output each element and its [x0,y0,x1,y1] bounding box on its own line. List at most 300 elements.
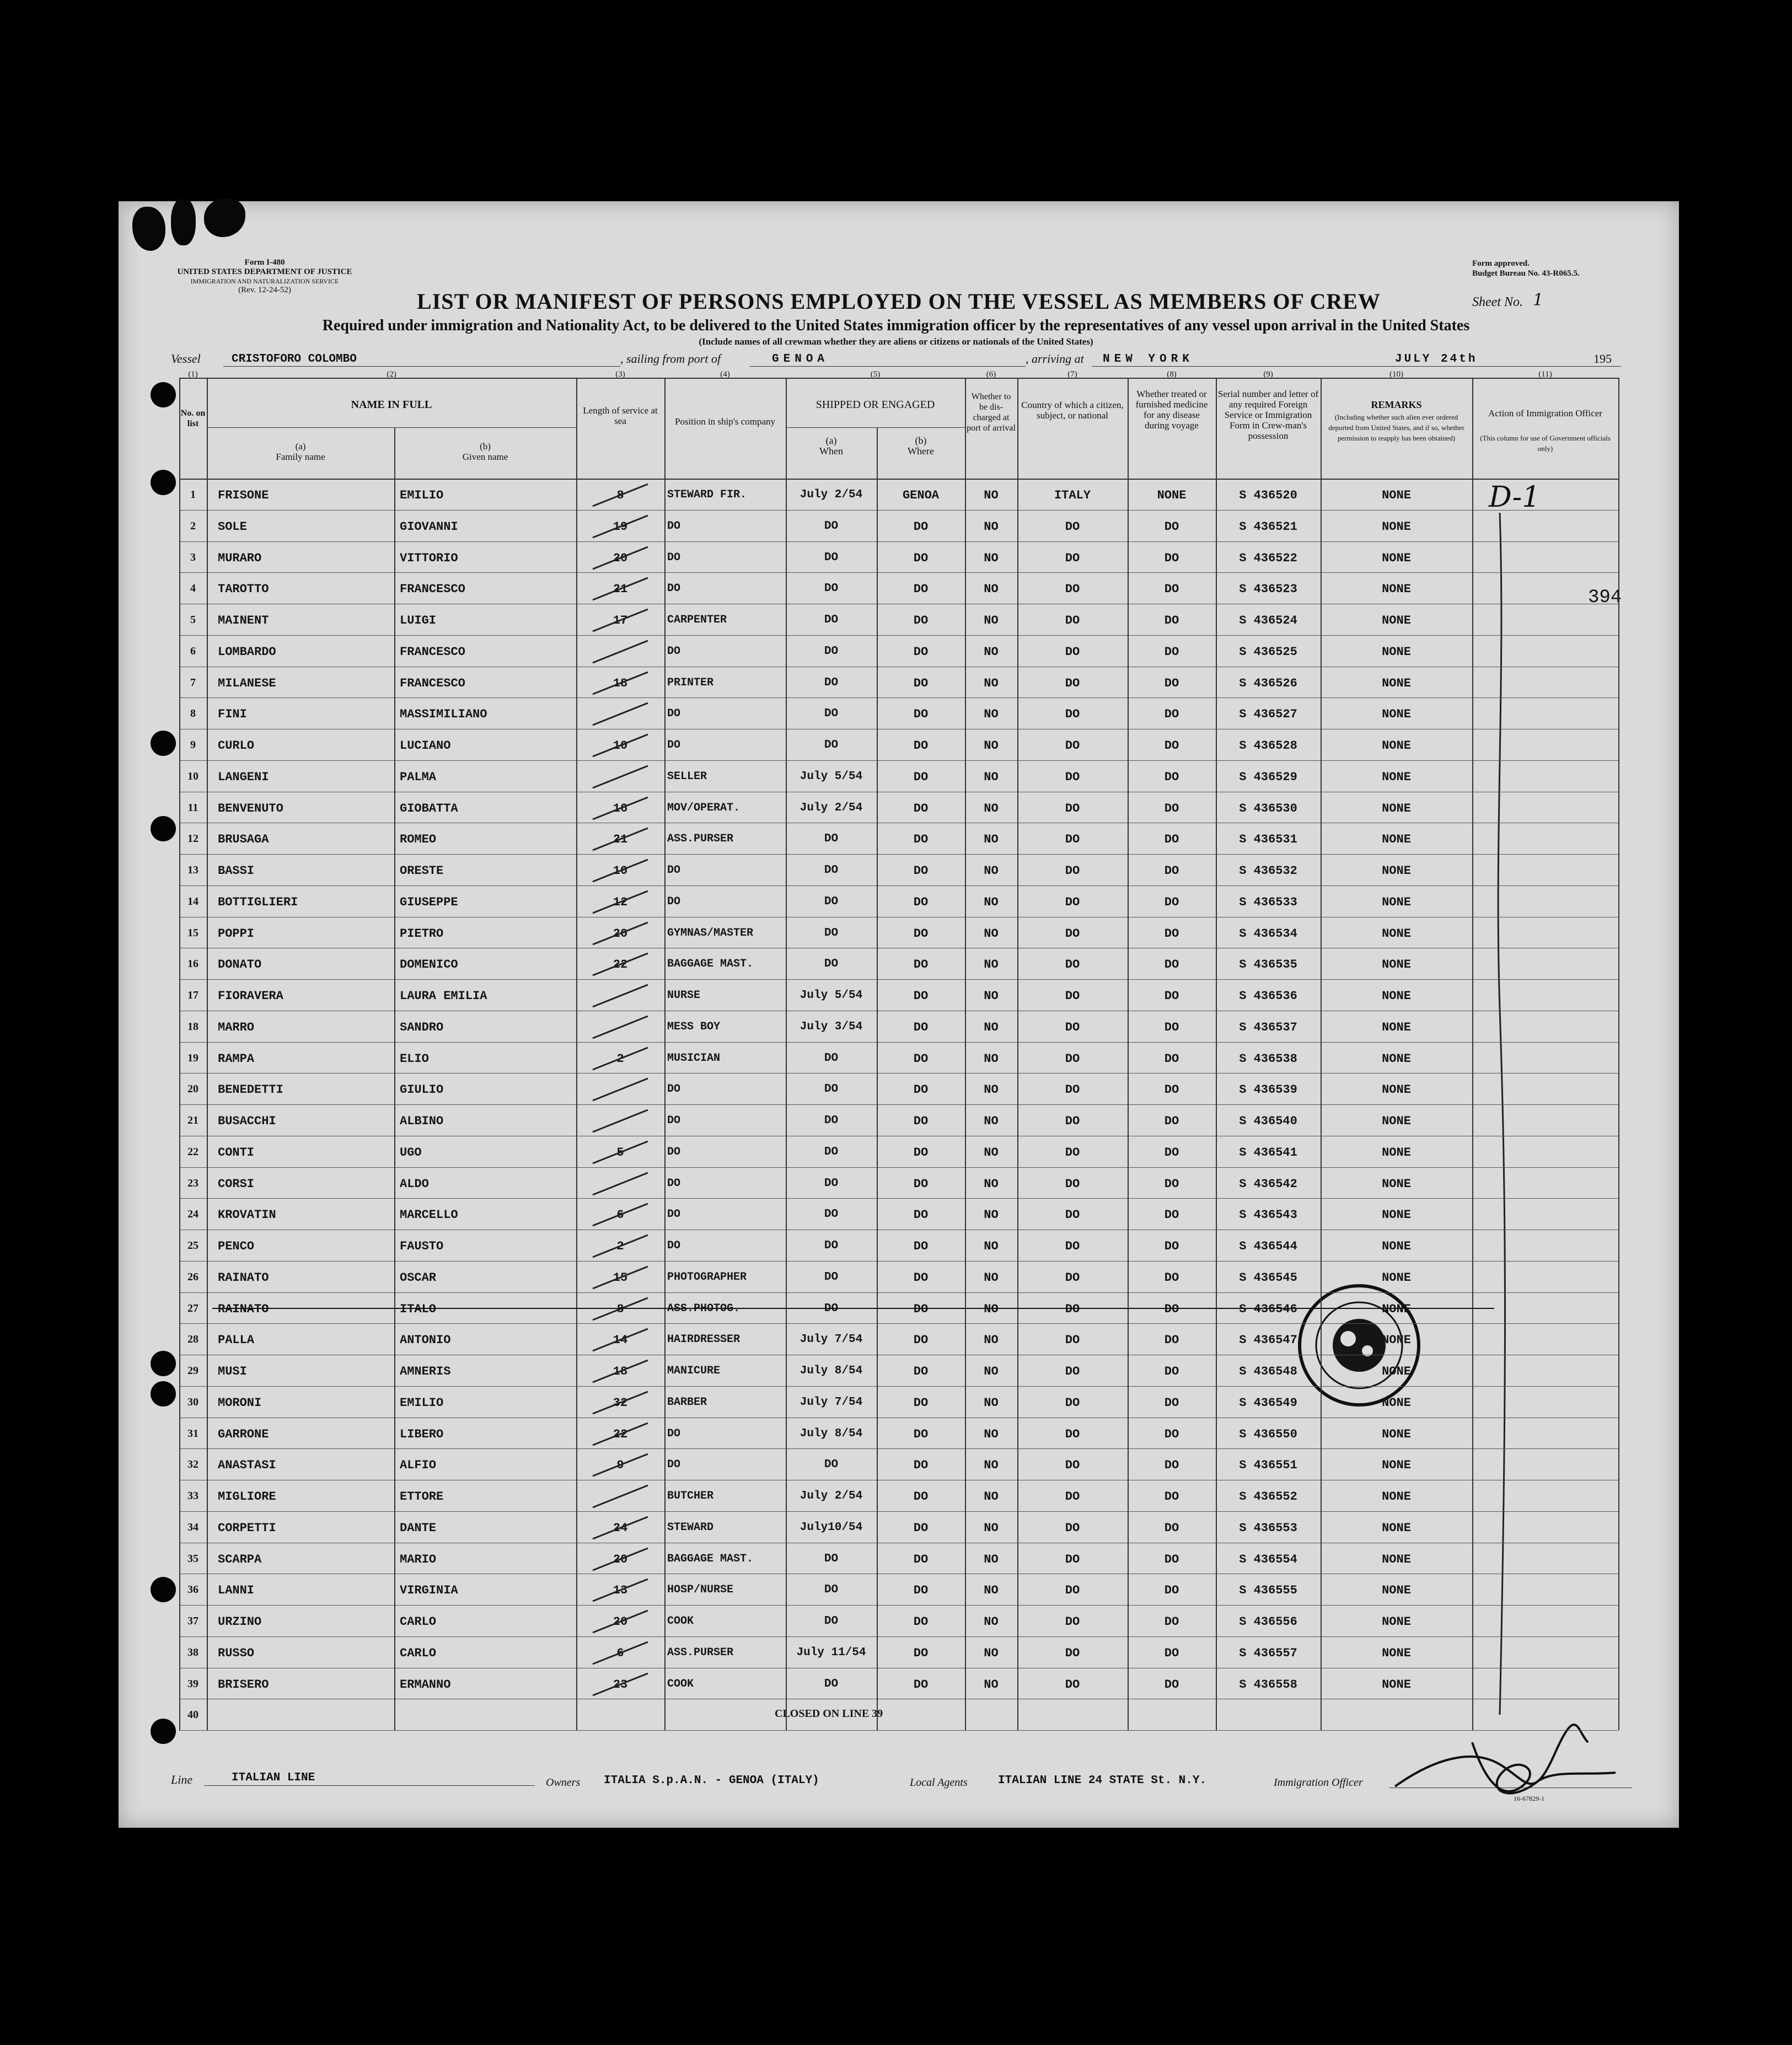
shipped-where: DO [913,864,929,878]
shipped-when: DO [824,1584,839,1597]
family-name: FRISONE [218,489,269,502]
row-number: 26 [187,1270,198,1283]
discharged: NO [984,645,999,659]
serial-number: S 436548 [1239,1365,1297,1378]
position: PHOTOGRAPHER [667,1270,747,1284]
shipped-where: DO [913,1677,929,1692]
length-strike-mark [590,605,651,636]
shipped-where: DO [913,1145,929,1160]
length-strike-mark [590,1199,651,1230]
col2-header: NAME IN FULL [351,399,432,411]
row-number: 25 [187,1239,198,1252]
service-length: 6 [616,1646,624,1660]
row-number: 18 [187,1020,198,1033]
treated: DO [1164,1615,1179,1629]
shipped-where: DO [913,1521,929,1535]
treated: DO [1164,1083,1179,1097]
shipped-when: DO [824,1083,839,1096]
treated: DO [1164,1552,1179,1566]
sailing-label: , sailing from port of [620,352,721,366]
shipped-when: DO [824,1114,839,1127]
shipped-where: DO [913,833,929,847]
length-strike-mark [590,1575,651,1606]
serial-number: S 436541 [1239,1145,1297,1160]
shipped-when: DO [824,676,839,689]
service-length: 18 [613,1365,628,1378]
shipped-when: July 3/54 [800,1020,863,1033]
row-number: 36 [187,1584,198,1596]
given-name: ITALO [400,1302,437,1316]
vessel-label: Vessel [171,352,201,366]
country: DO [1065,1677,1080,1692]
position: MANICURE [667,1365,721,1377]
treated: DO [1164,1584,1179,1598]
remarks: NONE [1382,1646,1411,1660]
country: DO [1065,1458,1080,1473]
punch-hole [151,1351,176,1376]
discharged: NO [984,1490,999,1504]
remarks: NONE [1382,1302,1411,1316]
family-name: ANASTASI [218,1458,276,1473]
position: DO [667,1145,681,1158]
row-number: 19 [187,1051,198,1064]
country: DO [1065,1552,1080,1566]
service-length: 32 [613,1395,628,1410]
length-strike-mark [590,480,651,511]
punch-hole [151,1719,176,1744]
length-strike-mark [590,824,651,855]
family-name: DONATO [218,958,262,972]
country: DO [1065,864,1080,878]
col6-number: (6) [986,370,996,379]
remarks: NONE [1382,989,1411,1003]
remarks: NONE [1382,1365,1411,1378]
length-strike-mark [590,668,651,699]
service-length: 20 [613,926,628,941]
treated: DO [1164,1395,1179,1410]
form-rev: (Rev. 12-24-52) [238,286,291,294]
discharged: NO [984,1427,999,1441]
shipped-where: DO [913,770,929,784]
col11-note: (This column for use of Government officials only) [1480,434,1611,453]
shipped-when: July 2/54 [800,801,863,814]
remarks: NONE [1382,1427,1411,1441]
given-name: DOMENICO [400,958,458,972]
length-strike-mark [590,1293,651,1324]
family-name: RUSSO [218,1646,255,1660]
shipped-where: DO [913,519,929,534]
include-note: (Include names of all crewman whether they are aliens or citizens or nationals of the United States) [699,336,1093,347]
length-strike-mark [590,699,651,729]
remarks: NONE [1382,1333,1411,1348]
col4-number: (4) [720,370,730,379]
treated: DO [1164,645,1179,659]
position: DO [667,1239,681,1252]
position: ASS.PURSER [667,1646,734,1659]
shipped-where: DO [913,1020,929,1034]
service-length: 18 [613,676,628,690]
country: DO [1065,645,1080,659]
family-name: BRISERO [218,1677,269,1692]
position: DO [667,519,681,533]
discharged: NO [984,1208,999,1222]
serial-number: S 436525 [1239,645,1297,659]
column-divider [1618,378,1619,1730]
position: DO [667,645,681,658]
country: DO [1065,1427,1080,1441]
discharged: NO [984,1365,999,1378]
punch-hole [151,1381,176,1407]
serial-number: S 436530 [1239,801,1297,815]
position: NURSE [667,989,701,1002]
service-length: 6 [616,1208,624,1222]
treated: DO [1164,958,1179,972]
row-number: 10 [187,770,198,782]
arriving-label: , arriving at [1026,352,1084,366]
given-name: GIULIO [400,1083,444,1097]
country: DO [1065,1145,1080,1160]
country: DO [1065,1584,1080,1598]
length-strike-mark [590,543,651,573]
treated: DO [1164,1458,1179,1473]
remarks: NONE [1382,1270,1411,1285]
family-name: URZINO [218,1615,262,1629]
treated: DO [1164,551,1179,565]
discharged: NO [984,1114,999,1128]
length-strike-mark [590,1512,651,1543]
remarks: NONE [1382,1615,1411,1629]
service-length: 17 [613,614,628,627]
row-divider [179,1730,1618,1731]
remarks: NONE [1382,1458,1411,1473]
position: MESS BOY [667,1020,721,1033]
row-number: 40 [187,1709,198,1721]
col10-header: REMARKS [1371,399,1422,410]
serial-number: S 436534 [1239,926,1297,941]
country: DO [1065,989,1080,1003]
shipped-when: July 2/54 [800,489,863,501]
given-name: ERMANNO [400,1677,451,1692]
family-name: CONTI [218,1145,255,1160]
serial-number: S 436556 [1239,1615,1297,1629]
shipped-where: DO [913,1333,929,1348]
position: MUSICIAN [667,1051,721,1065]
family-name: POPPI [218,926,255,941]
length-strike-mark [590,1324,651,1355]
shipped-where: DO [913,958,929,972]
row-number: 15 [187,926,198,939]
serial-number: S 436538 [1239,1051,1297,1066]
given-name: LUIGI [400,614,437,627]
arrival-date: JULY 24th [1395,353,1478,366]
given-name: MARCELLO [400,1208,458,1222]
given-name: UGO [400,1145,422,1160]
serial-number: S 436526 [1239,676,1297,690]
discharged: NO [984,614,999,627]
treated: DO [1164,582,1179,597]
country: DO [1065,551,1080,565]
col11-header: Action of Immigration Officer [1488,408,1602,418]
discharged: NO [984,864,999,878]
position: DO [667,1114,681,1127]
position: DO [667,739,681,752]
treated: DO [1164,707,1179,722]
row-number: 16 [187,958,198,970]
service-length: 22 [613,1427,628,1441]
shipped-when: DO [824,833,839,846]
remarks: NONE [1382,895,1411,909]
length-strike-mark [590,511,651,542]
shipped-when: DO [824,707,839,721]
treated: DO [1164,676,1179,690]
col5-header: SHIPPED OR ENGAGED [815,399,935,411]
page-annotation: 394 [1588,587,1622,608]
discharged: NO [984,1239,999,1253]
col3-header: Length of service at sea [583,405,658,426]
family-name: MARRO [218,1020,255,1034]
serial-number: S 436552 [1239,1490,1297,1504]
treated: DO [1164,1677,1179,1692]
treated: DO [1164,1521,1179,1535]
shipped-when: July 2/54 [800,1490,863,1502]
family-name: SOLE [218,519,247,534]
agents-label: Local Agents [910,1776,968,1789]
country: DO [1065,676,1080,690]
remarks: NONE [1382,1114,1411,1128]
discharged: NO [984,770,999,784]
row-number: 7 [190,676,196,689]
country: DO [1065,770,1080,784]
shipped-when: July 8/54 [800,1365,863,1377]
country: DO [1065,958,1080,972]
country: DO [1065,1020,1080,1034]
owners-value: ITALIA S.p.A.N. - GENOA (ITALY) [604,1774,819,1787]
shipped-when: July 7/54 [800,1395,863,1409]
shipped-where: DO [913,1302,929,1316]
treated: DO [1164,1490,1179,1504]
shipped-where: DO [913,551,929,565]
row-number: 5 [190,614,196,626]
discharged: NO [984,895,999,909]
service-length: 20 [613,1552,628,1566]
serial-number: S 436540 [1239,1114,1297,1128]
treated: DO [1164,1270,1179,1285]
position: HAIRDRESSER [667,1333,741,1346]
dept-line1: UNITED STATES DEPARTMENT OF JUSTICE [177,267,352,276]
given-name: MARIO [400,1552,437,1566]
punch-hole [151,470,176,495]
treated: DO [1164,801,1179,815]
shipped-when: DO [824,1177,839,1190]
given-name: DANTE [400,1521,437,1535]
family-name: RAMPA [218,1051,255,1066]
column-divider [394,427,395,1730]
shipped-where: DO [913,1458,929,1473]
shipped-where: DO [913,739,929,753]
discharged: NO [984,801,999,815]
port-value: GENOA [772,353,829,366]
given-name: LIBERO [400,1427,444,1441]
col2-number: (2) [387,370,396,379]
service-length: 21 [613,833,628,847]
shipped-where: DO [913,582,929,597]
family-name: CORSI [218,1177,255,1191]
service-length: 2 [616,1051,624,1066]
given-name: VIRGINIA [400,1584,458,1598]
family-name: CURLO [218,739,255,753]
position: DO [667,895,681,908]
given-name: PIETRO [400,926,444,941]
service-length: 24 [613,1521,628,1535]
row-number: 14 [187,895,198,908]
family-name: RAINATO [218,1270,269,1285]
shipped-where: DO [913,926,929,941]
owners-label: Owners [546,1776,581,1789]
serial-number: S 436524 [1239,614,1297,627]
serial-number: S 436553 [1239,1521,1297,1535]
family-name: BASSI [218,864,255,878]
col11-number: (11) [1538,370,1552,379]
discharged: NO [984,1395,999,1410]
length-strike-mark [590,1137,651,1168]
discharged: NO [984,989,999,1003]
row-number: 9 [190,739,196,751]
serial-number: S 436539 [1239,1083,1297,1097]
subheader-divider [786,427,965,428]
remarks: NONE [1382,801,1411,815]
country: DO [1065,833,1080,847]
serial-number: S 436551 [1239,1458,1297,1473]
shipped-when: DO [824,1552,839,1565]
row-number: 21 [187,1114,198,1126]
position: DO [667,1208,681,1221]
position: STEWARD [667,1521,714,1534]
given-name: FAUSTO [400,1239,444,1253]
serial-number: S 436523 [1239,582,1297,597]
shipped-when: DO [824,614,839,626]
service-length: 10 [613,864,628,878]
service-length: 22 [613,958,628,972]
budget-number: Budget Bureau No. 43-R065.5. [1472,269,1580,278]
family-name: TAROTTO [218,582,269,597]
row-number: 33 [187,1490,198,1502]
shipped-where: DO [913,1365,929,1378]
remarks: NONE [1382,1521,1411,1535]
service-length: 21 [613,582,628,597]
service-length: 20 [613,551,628,565]
serial-number: S 436546 [1239,1302,1297,1316]
service-length: 23 [613,1677,628,1692]
treated: DO [1164,1365,1179,1378]
position: DO [667,864,681,877]
form-number: Form I-480 [244,258,285,267]
service-length: 8 [616,489,624,502]
given-name: CARLO [400,1646,437,1660]
row-number: 31 [187,1427,198,1440]
family-name: MAINENT [218,614,269,627]
shipped-when: DO [824,519,839,533]
shipped-when: DO [824,1239,839,1252]
remarks: NONE [1382,958,1411,972]
discharged: NO [984,676,999,690]
shipped-when: DO [824,551,839,564]
service-length: 15 [613,1270,628,1285]
remarks: NONE [1382,1490,1411,1504]
discharged: NO [984,519,999,534]
serial-number: S 436535 [1239,958,1297,972]
action-annotation: D-1 [1489,481,1541,514]
discharged: NO [984,833,999,847]
given-name: ETTORE [400,1490,444,1504]
form-approved: Form approved. [1472,259,1530,268]
discharged: NO [984,739,999,753]
remarks: NONE [1382,926,1411,941]
shipped-where: DO [913,1114,929,1128]
remarks: NONE [1382,1208,1411,1222]
family-name: BENVENUTO [218,801,283,815]
position: COOK [667,1615,694,1628]
position: DO [667,1427,681,1440]
shipped-when: July 5/54 [800,770,863,783]
given-name: MASSIMILIANO [400,707,487,722]
col3-number: (3) [615,370,625,379]
treated: DO [1164,1114,1179,1128]
serial-number: S 436532 [1239,864,1297,878]
shipped-where: DO [913,1615,929,1629]
length-strike-mark [590,1074,651,1105]
shipped-when: DO [824,1458,839,1472]
remarks: NONE [1382,1083,1411,1097]
service-length: 13 [613,1584,628,1598]
service-length: 19 [613,519,628,534]
treated: DO [1164,770,1179,784]
position: PRINTER [667,676,714,689]
col4-header: Position in ship's company [674,416,776,427]
row-number: 6 [190,645,196,657]
row-number: 34 [187,1521,198,1533]
discharged: NO [984,1177,999,1191]
service-length: 20 [613,1615,628,1629]
form-title: LIST OR MANIFEST OF PERSONS EMPLOYED ON THE VESSEL AS MEMBERS OF CREW [417,289,1381,314]
given-name: ORESTE [400,864,444,878]
country: DO [1065,895,1080,909]
service-length: 2 [616,1239,624,1253]
country: DO [1065,1239,1080,1253]
serial-number: S 436554 [1239,1552,1297,1566]
given-name: ALFIO [400,1458,437,1473]
position: DO [667,1083,681,1096]
serial-number: S 436542 [1239,1177,1297,1191]
shipped-when: July 8/54 [800,1427,863,1440]
punch-hole [151,382,176,407]
shipped-where: DO [913,1552,929,1566]
row-number: 28 [187,1333,198,1346]
vessel-value: CRISTOFORO COLOMBO [232,353,357,366]
length-strike-mark [590,1606,651,1637]
remarks: NONE [1382,1177,1411,1191]
discharged: NO [984,1584,999,1598]
position: ASS.PURSER [667,833,734,846]
serial-number: S 436537 [1239,1020,1297,1034]
shipped-where: DO [913,1490,929,1504]
shipped-when: DO [824,1677,839,1690]
discharged: NO [984,1458,999,1473]
position: SELLER [667,770,707,783]
column-divider [207,378,208,1730]
country: DO [1065,801,1080,815]
remarks: NONE [1382,489,1411,502]
serial-number: S 436557 [1239,1646,1297,1660]
